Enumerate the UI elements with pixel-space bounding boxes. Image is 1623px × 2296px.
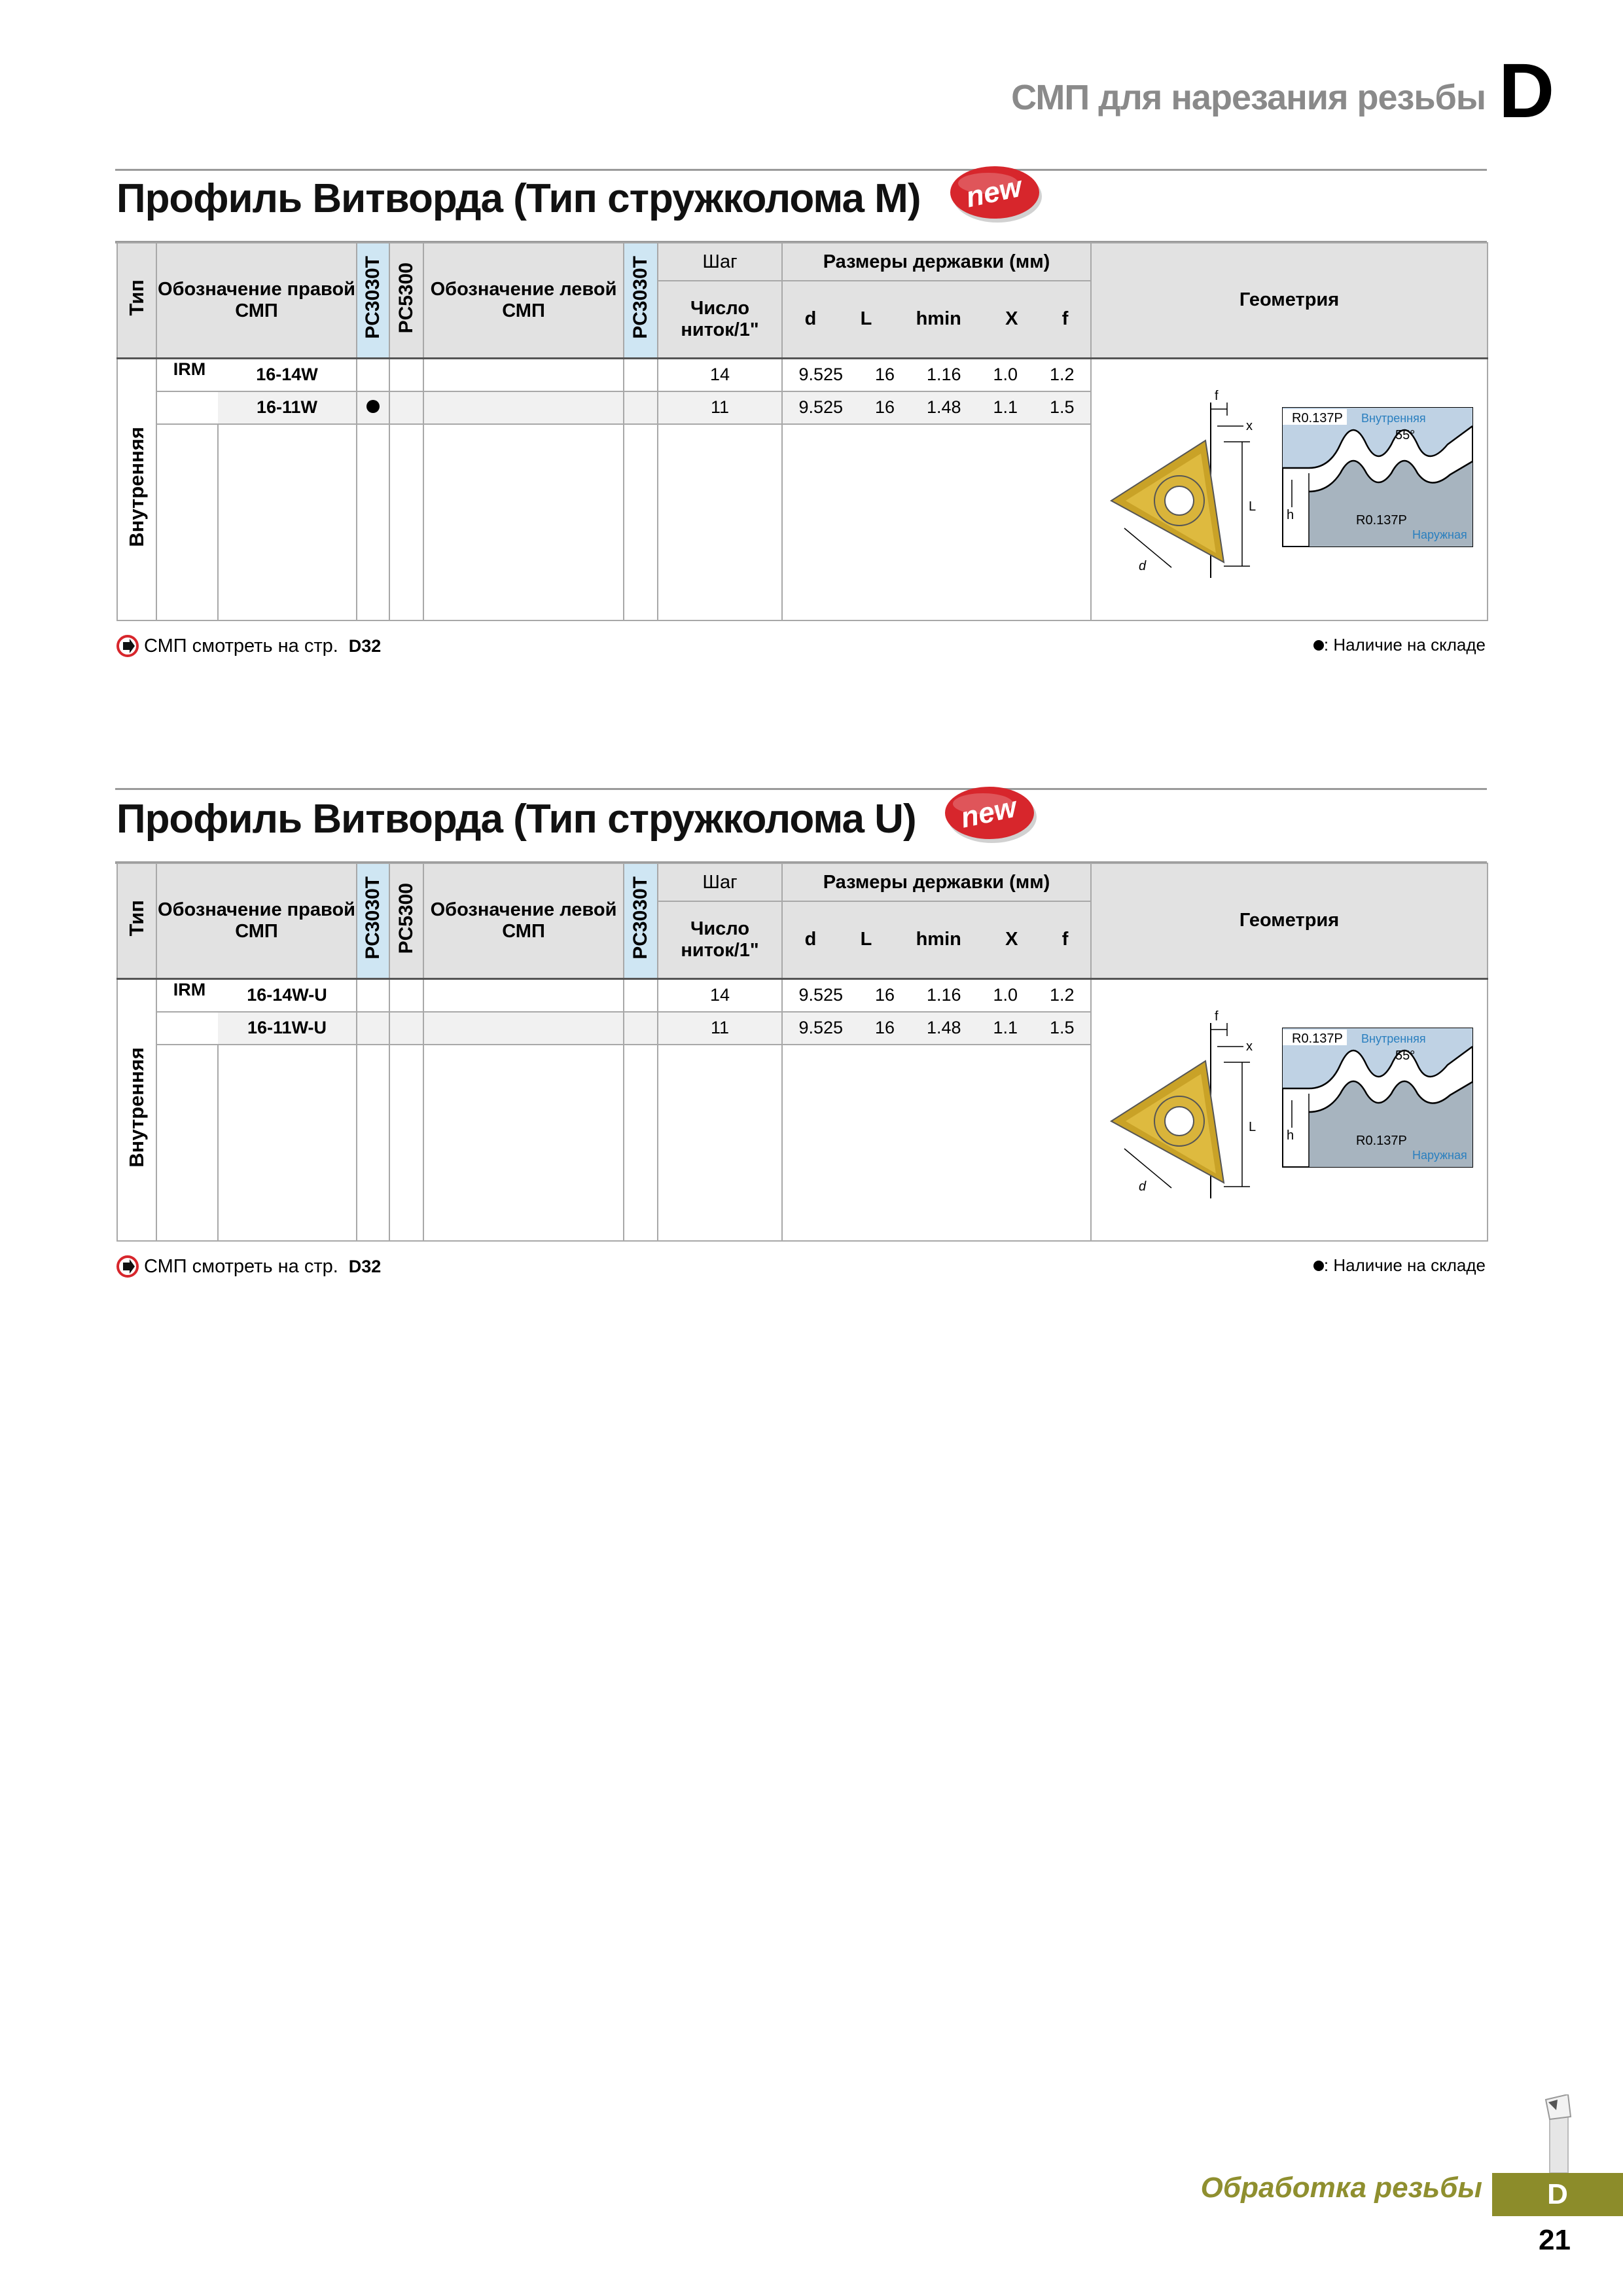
geometry-cell (1091, 358, 1488, 620)
footer-section-tab[interactable]: D (1492, 2173, 1623, 2216)
dims-values: 9.525 16 1.16 1.0 1.2 (782, 978, 1091, 1012)
col-header-dims (782, 281, 1091, 358)
footer-section-name: Обработка резьбы (1200, 2172, 1482, 2204)
col-header-left: Обозначение левой СМП (423, 243, 624, 358)
col-header-tpi: Число ниток/1" (658, 901, 782, 978)
page-number: 21 (1539, 2224, 1571, 2256)
svg-text:h: h (1287, 508, 1294, 522)
new-badge-icon (948, 157, 1044, 229)
col-header-right: Обозначение правой СМП (156, 243, 357, 358)
col-header-right: Обозначение правой СМП (156, 863, 357, 978)
page-header-title: СМП для нарезания резьбы (1011, 78, 1486, 117)
stock-left (624, 358, 658, 391)
section-title-m: Профиль Витворда (Тип стружколома M) (116, 176, 921, 221)
stock-pc5300 (389, 358, 423, 391)
stock-left (624, 391, 658, 424)
stock-pc3030t (357, 1012, 389, 1045)
insert-code: 16-14W (218, 358, 357, 391)
stock-pc5300 (389, 391, 423, 424)
tpi-value: 11 (658, 1012, 782, 1045)
insert-code: 16-11W-U (218, 1012, 357, 1045)
left-designation (423, 978, 624, 1012)
reference-note: СМП смотреть на стр. D32 (116, 1255, 381, 1278)
section-top-divider (115, 788, 1487, 790)
col-header-dims (782, 901, 1091, 978)
svg-text:x: x (1246, 1039, 1253, 1054)
stock-dot-icon (1313, 640, 1324, 651)
svg-text:d: d (1139, 1179, 1147, 1194)
spec-table-m (116, 242, 1487, 621)
page-section-letter: D (1499, 48, 1555, 134)
svg-text:Наружная: Наружная (1412, 1149, 1467, 1162)
col-header-type: Тип (117, 863, 156, 978)
svg-text:d: d (1139, 559, 1147, 573)
insert-prefix: IRM (156, 358, 218, 391)
svg-text:f: f (1215, 1009, 1219, 1024)
reference-page-link[interactable]: D32 (348, 1256, 382, 1276)
svg-text:new: new (957, 791, 1020, 834)
thread-geometry-diagram (1093, 997, 1486, 1218)
reference-note: СМП смотреть на стр. D32 (116, 635, 381, 657)
spec-table-u (116, 863, 1487, 1242)
svg-text:new: new (963, 170, 1025, 214)
stock-pc5300 (389, 1012, 423, 1045)
col-header-grade-pc3030t: PC3030T (357, 863, 389, 978)
insert-prefix (156, 391, 218, 424)
stock-legend: : Наличие на складе (1113, 1255, 1486, 1276)
thread-geometry-diagram (1093, 376, 1486, 598)
stock-pc3030t (357, 391, 389, 424)
svg-text:Наружная: Наружная (1412, 528, 1467, 541)
left-designation (423, 1012, 624, 1045)
left-designation (423, 391, 624, 424)
dim-d: d (804, 308, 817, 330)
header-divider (115, 169, 1487, 171)
stock-dot-icon (366, 400, 380, 413)
type-cell: Внутренняя (117, 358, 156, 620)
dim-l: L (860, 308, 872, 330)
col-header-left-grade: PC3030T (624, 863, 658, 978)
dims-values: 9.525 16 1.48 1.1 1.5 (782, 1012, 1091, 1045)
stock-left (624, 1012, 658, 1045)
tpi-value: 14 (658, 978, 782, 1012)
dim-hmin: hmin (916, 308, 961, 330)
col-header-tpi: Число ниток/1" (658, 281, 782, 358)
svg-text:Внутренняя: Внутренняя (1361, 1032, 1426, 1045)
svg-text:x: x (1246, 419, 1253, 433)
type-cell: Внутренняя (117, 978, 156, 1241)
reference-page-link[interactable]: D32 (348, 636, 382, 656)
svg-text:Внутренняя: Внутренняя (1361, 412, 1426, 425)
threading-tool-icon (1531, 2094, 1584, 2173)
tpi-value: 11 (658, 391, 782, 424)
dim-d: d (804, 929, 817, 950)
col-header-left-grade: PC3030T (624, 243, 658, 358)
table-row (117, 978, 1488, 1012)
stock-pc3030t (357, 358, 389, 391)
table-row (117, 358, 1488, 391)
svg-text:R0.137P: R0.137P (1292, 1031, 1343, 1046)
svg-text:R0.137P: R0.137P (1292, 411, 1343, 425)
dim-l: L (860, 929, 872, 950)
dims-values: 9.525 16 1.16 1.0 1.2 (782, 358, 1091, 391)
dim-f: f (1061, 308, 1069, 330)
stock-pc5300 (389, 978, 423, 1012)
insert-prefix: IRM (156, 978, 218, 1012)
svg-text:R0.137P: R0.137P (1356, 1134, 1407, 1148)
stock-left (624, 978, 658, 1012)
svg-text:f: f (1215, 389, 1219, 403)
stock-dot-icon (1313, 1261, 1324, 1271)
col-header-type: Тип (117, 243, 156, 358)
geometry-cell (1091, 978, 1488, 1241)
insert-code: 16-14W-U (218, 978, 357, 1012)
col-header-grade-pc3030t: PC3030T (357, 243, 389, 358)
dims-values: 9.525 16 1.48 1.1 1.5 (782, 391, 1091, 424)
dim-f: f (1061, 929, 1069, 950)
col-header-pitch: Шаг (658, 243, 782, 281)
col-header-holder-dims: Размеры державки (мм) (782, 863, 1091, 901)
col-header-grade-pc5300: PC5300 (389, 243, 423, 358)
svg-text:55°: 55° (1395, 428, 1416, 442)
dim-x: X (1005, 308, 1018, 330)
left-designation (423, 358, 624, 391)
svg-text:55°: 55° (1395, 1049, 1416, 1063)
svg-text:L: L (1249, 1120, 1257, 1134)
insert-prefix (156, 1012, 218, 1045)
col-header-geometry: Геометрия (1091, 863, 1488, 978)
svg-text:R0.137P: R0.137P (1356, 513, 1407, 528)
col-header-geometry: Геометрия (1091, 243, 1488, 358)
stock-legend: : Наличие на складе (1113, 635, 1486, 655)
section-title-u: Профиль Витворда (Тип стружколома U) (116, 797, 916, 842)
col-header-holder-dims: Размеры державки (мм) (782, 243, 1091, 281)
arrow-right-circle-icon (116, 635, 139, 657)
col-header-grade-pc5300: PC5300 (389, 863, 423, 978)
dim-hmin: hmin (916, 929, 961, 950)
tpi-value: 14 (658, 358, 782, 391)
stock-pc3030t (357, 978, 389, 1012)
col-header-left: Обозначение левой СМП (423, 863, 624, 978)
insert-code: 16-11W (218, 391, 357, 424)
svg-text:L: L (1249, 499, 1257, 514)
arrow-right-circle-icon (116, 1255, 139, 1278)
dim-x: X (1005, 929, 1018, 950)
new-badge-icon (942, 778, 1039, 850)
col-header-pitch: Шаг (658, 863, 782, 901)
svg-text:h: h (1287, 1128, 1294, 1143)
